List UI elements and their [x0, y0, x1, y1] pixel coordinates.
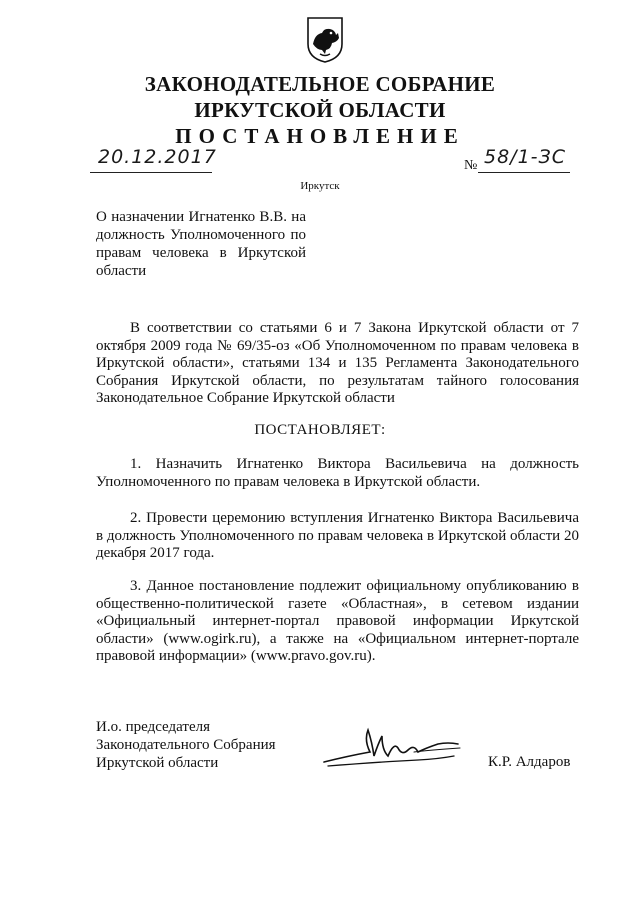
preamble-paragraph: В соответствии со статьями 6 и 7 Закона Иркутской области от 7 октября 2009 года № 69/35-оз «Об Уполномоченном по правам человека в Иркутской области», статьями 134 и 135 Регламента Законодательного Собрания Иркутской области, по результатам тайного голосования Законодательное Собрание Иркутской области [96, 320, 579, 406]
document-date: 20.12.2017 [98, 146, 217, 168]
date-underline [90, 172, 212, 173]
decree-item-1: 1. Назначить Игнатенко Виктора Васильевича на должность Уполномоченного по правам человека в Иркутской области. [96, 456, 579, 490]
coat-of-arms-emblem [300, 14, 350, 64]
signatory-title-line1: И.о. председателя [96, 719, 211, 735]
decree-item-3: 3. Данное постановление подлежит официальному опубликованию в общественно-политической газете «Областная», в сетевом издании «Официальный интернет-портал правовой информации Иркутской области» (www.ogirk.ru), а также на «Официальном интернет-портале правовой информации» (www.pravo.gov.ru). [96, 578, 579, 664]
signatory-title-line2: Законодательного Собрания [96, 737, 276, 753]
decree-item-2: 2. Провести церемонию вступления Игнатенко Виктора Васильевича в должность Уполномоченного по правам человека в Иркутской области 20 декабря 2017 года. [96, 510, 579, 561]
signatory-title-line3: Иркутской области [96, 755, 219, 771]
city-name: Иркутск [300, 180, 340, 192]
signatory-title-block [96, 718, 276, 772]
document-type-title: ПОСТАНОВЛЕНИЕ [175, 124, 465, 148]
number-prefix: № [464, 158, 478, 173]
document-number: 58/1-ЗС [484, 146, 566, 168]
handwritten-signature [318, 722, 466, 774]
organization-name-line2: ИРКУТСКОЙ ОБЛАСТИ [194, 98, 446, 122]
number-underline [478, 172, 570, 173]
document-subject: О назначении Игнатенко В.В. на должность Уполномоченного по правам человека в Иркутской области [96, 209, 306, 279]
organization-name-line1: ЗАКОНОДАТЕЛЬНОЕ СОБРАНИЕ [144, 72, 496, 96]
decree-heading: ПОСТАНОВЛЯЕТ: [254, 422, 386, 438]
signatory-name: К.Р. Алдаров [488, 754, 571, 770]
